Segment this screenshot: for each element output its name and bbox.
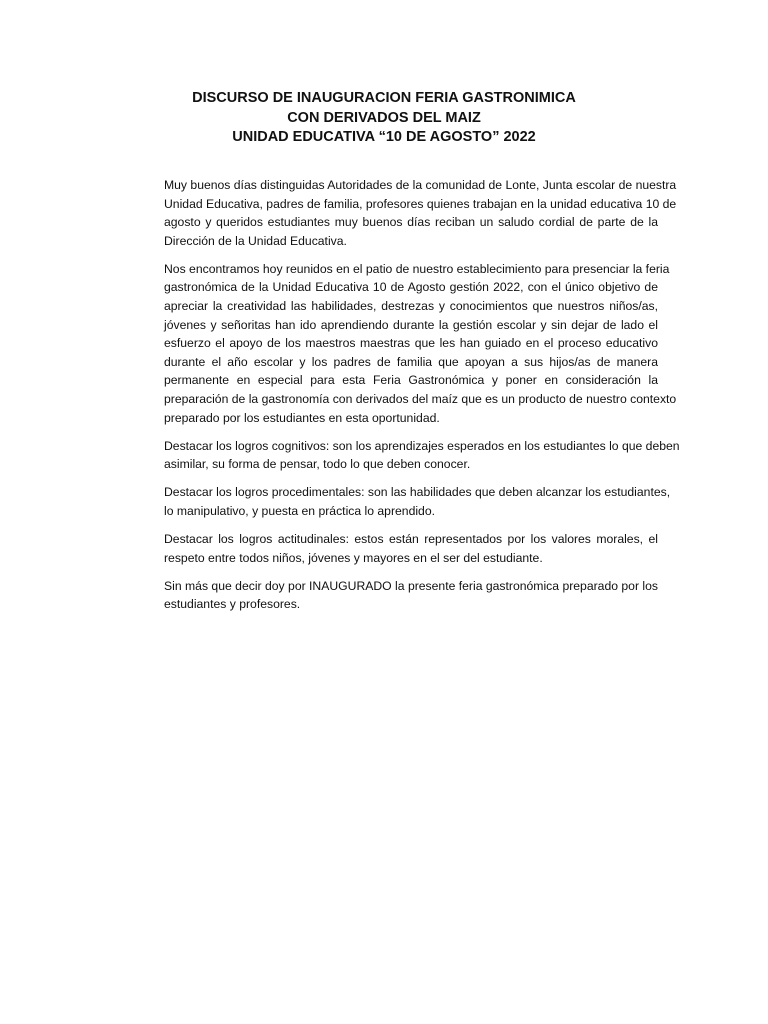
paragraph [164,483,671,520]
text-line: lo manipulativo, y puesta en práctica lo aprendido. [164,504,435,518]
title-line: CON DERIVADOS DEL MAIZ [287,109,481,126]
text-line: Muy buenos días distinguidas Autoridades de la comunidad de Lonte, Junta escolar de nuestra [164,178,677,192]
text-line: apreciar la creatividad las habilidades, destrezas y conocimientos que nuestros niños/as, [164,299,658,314]
text-line: Destacar los logros cognitivos: son los aprendizajes esperados en los estudiantes lo que deben [164,438,680,453]
paragraph [164,530,658,567]
text-line: Destacar los logros procedimentales: son las habilidades que deben alcanzar los estudiantes, [164,485,671,500]
text-line: durante el año escolar y los padres de familia que apoyan a sus hijos/as de manera [164,354,658,369]
text-line: Unidad Educativa, padres de familia, profesores quienes trabajan en la unidad educativa 10 de [164,196,677,211]
text-line: Dirección de la Unidad Educativa. [164,233,347,248]
document-title [0,89,768,148]
text-line: Nos encontramos hoy reunidos en el patio de nuestro establecimiento para presenciar la feria [164,261,670,276]
title-line: DISCURSO DE INAUGURACION FERIA GASTRONIMICA [192,90,576,106]
text-line: esfuerzo el apoyo de los maestros maestras que les han guiado en el proceso educativo [164,336,658,351]
text-line: preparación de la gastronomía con derivados del maíz que es un producto de nuestro contexto [164,392,677,407]
title-line: UNIDAD EDUCATIVA “10 DE AGOSTO” 2022 [232,129,536,145]
text-line: preparado por los estudiantes en esta oportunidad. [164,410,440,425]
text-line: respeto entre todos niños, jóvenes y mayores en el ser del estudiante. [164,550,543,565]
text-line: Sin más que decir doy por INAUGURADO la presente feria gastronómica preparado por los [164,578,658,593]
text-line: jóvenes y señoritas han ido aprendiendo durante la gestión escolar y sin dejar de lado el [164,317,658,332]
document-body [164,176,680,623]
text-line: Destacar los logros actitudinales: estos están representados por los valores morales, el [164,532,658,547]
paragraph [164,260,677,427]
text-line: permanente en especial para esta Feria Gastronómica y poner en consideración la [164,373,658,388]
text-line: gastronómica de la Unidad Educativa 10 de Agosto gestión 2022, con el único objetivo de [164,280,658,295]
text-line: asimilar, su forma de pensar, todo lo que deben conocer. [164,457,471,472]
text-line: agosto y queridos estudiantes muy buenos días reciban un saludo cordial de parte de la [164,215,658,230]
paragraph [164,176,677,250]
paragraph [164,437,680,474]
paragraph [164,577,658,614]
text-line: estudiantes y profesores. [164,597,301,612]
